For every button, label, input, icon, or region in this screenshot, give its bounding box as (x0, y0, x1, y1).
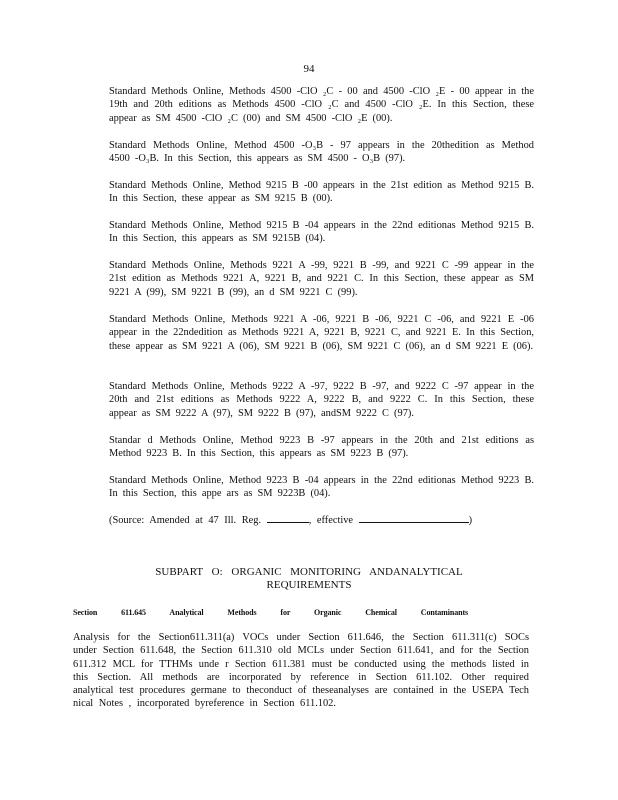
source-note (109, 513, 472, 526)
paragraph-9222-97: Standard Methods Online, Methods 9222 A -97, 9222 B -97, and 9222 C -97 appear in the 20th and 21st editions as Methods 9222 A, 9222 B, and 9222 C. In this Section, these appear as SM 9222 A (97), SM 9222 B (97), andSM 9222 C (97). (109, 381, 534, 419)
page-number: 94 (303, 63, 315, 75)
paragraph-9215b-04: Standard Methods Online, Method 9215 B -04 appears in the 22nd editionas Method 9215 B. In this Section, this appears as SM 9215B (04). (109, 220, 534, 245)
subpart-heading (0, 566, 618, 592)
effective-date-blank (359, 513, 469, 523)
paragraph-9223b-97: Standar d Methods Online, Method 9223 B -97 appears in the 20th and 21st editions as Method 9223 B. In this Section, this appears as SM 9223 B (97). (109, 435, 534, 460)
paragraph-9221-06: Standard Methods Online, Methods 9221 A -06, 9221 B -06, 9221 C -06, and 9221 E -06 appear in the 22ndedition as Methods 9221 A, 9221 B, 9221 C, and 9221 E. In this Section, these appear as SM 9221 A (06), SM 9221 B (06), SM 9221 C (06), an d SM 9221 E (06). (109, 314, 534, 352)
paragraph-9221-99: Standard Methods Online, Methods 9221 A -99, 9221 B -99, and 9221 C -99 appear in the 21st edition as Methods 9221 A, 9221 B, and 9221 C. In this Section, these appear as SM 9221 A (99), SM 9221 B (99), an d SM 9221 C (99). (109, 260, 534, 298)
paragraph-o3: Standard Methods Online, Method 4500 -O₃B - 97 appears in the 20thedition as Method 4500 -O₃B. In this Section, this appears as SM 4500 - O₃B (97). (109, 140, 534, 165)
paragraph-9215b-00: Standard Methods Online, Method 9215 B -00 appears in the 21st edition as Method 9215 B. In this Section, these appear as SM 9215 B (00). (109, 180, 534, 205)
paragraph-9223b-04: Standard Methods Online, Method 9223 B -04 appears in the 22nd editionas Method 9223 B. In this Section, this appe ars as SM 9223B (04). (109, 475, 534, 500)
section-body-text: Analysis for the Section611.311(a) VOCs under Section 611.646, the Section 611.311(c) SOCs under Section 611.648, the Section 611.310 old MCLs under Section 611.641, and for the Section 611.312 MCL for TTHMs unde r Section 611.381 must be conducted using the methods listed in this Section. All methods are incorporated by reference in Section 611.102. Other required analytical test procedures germane to theconduct of theseanalyses are contained in the USEPA Tech nical Notes , incorporated byreference in Section 611.102. (73, 632, 529, 710)
subpart-title-line1: SUBPART O: ORGANIC MONITORING ANDANALYTICAL (155, 566, 463, 578)
source-suffix: ) (468, 515, 473, 526)
subpart-title-line2: REQUIREMENTS (266, 579, 352, 591)
section-heading: Section 611.645 Analytical Methods for Organic Chemical Contaminants (73, 608, 469, 617)
paragraph-clo2: Standard Methods Online, Methods 4500 -ClO ₂C - 00 and 4500 -ClO ₂E - 00 appear in the 19th and 20th editions as Methods 4500 -ClO ₂C and 4500 -ClO ₂E. In this Section, these appear as SM 4500 -ClO ₂C (00) and SM 4500 -ClO ₂E (00). (109, 86, 534, 124)
source-prefix: (Source: Amended at 47 Ill. Reg. (109, 515, 262, 526)
register-blank (267, 513, 309, 523)
source-middle: , effective (308, 515, 354, 526)
